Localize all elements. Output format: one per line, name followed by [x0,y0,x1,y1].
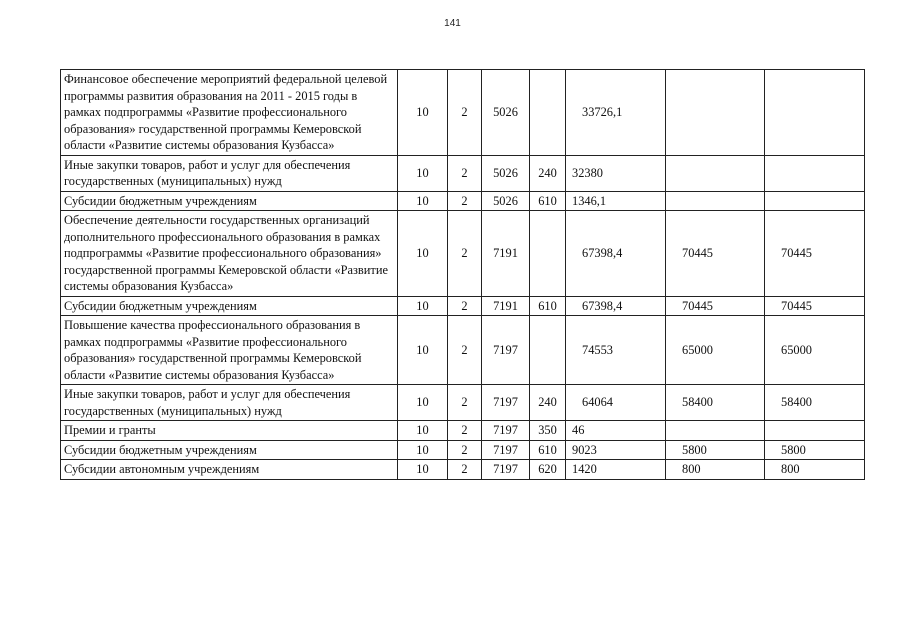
subsection-cell: 2 [448,316,482,385]
section-cell: 10 [398,191,448,211]
table-row [61,421,865,441]
table-body [61,70,865,480]
row-description: Субсидии бюджетным учреждениям [61,440,398,460]
table-row [61,460,865,480]
expense-type-cell [530,211,566,297]
amount-3-cell: 65000 [765,316,865,385]
target-article-cell: 7191 [482,211,530,297]
amount-1-cell: 74553 [566,316,666,385]
target-article-cell: 5026 [482,155,530,191]
amount-2-cell [666,191,765,211]
subsection-cell: 2 [448,296,482,316]
row-description: Финансовое обеспечение мероприятий федеральной целевой программы развития образования на 2011 - 2015 годы в рамках подпрограммы «Развитие профессионального образования» государственной программы Кемеровской области «Развитие системы образования Кузбасса» [61,70,398,156]
amount-2-cell: 70445 [666,296,765,316]
amount-2-cell: 5800 [666,440,765,460]
row-description: Повышение качества профессионального образования в рамках подпрограммы «Развитие профессионального образования» государственной программы Кемеровской области «Развитие системы образования Кузбасса» [61,316,398,385]
amount-2-cell: 58400 [666,385,765,421]
budget-table [60,69,865,480]
amount-3-cell: 5800 [765,440,865,460]
expense-type-cell: 610 [530,296,566,316]
amount-3-cell [765,70,865,156]
amount-1-cell: 46 [566,421,666,441]
subsection-cell: 2 [448,421,482,441]
row-description: Субсидии бюджетным учреждениям [61,296,398,316]
amount-3-cell [765,155,865,191]
subsection-cell: 2 [448,211,482,297]
amount-1-cell: 1420 [566,460,666,480]
row-description: Иные закупки товаров, работ и услуг для обеспечения государственных (муниципальных) нужд [61,155,398,191]
amount-1-cell: 33726,1 [566,70,666,156]
amount-2-cell: 65000 [666,316,765,385]
section-cell: 10 [398,211,448,297]
amount-2-cell [666,70,765,156]
section-cell: 10 [398,421,448,441]
section-cell: 10 [398,316,448,385]
target-article-cell: 7197 [482,421,530,441]
section-cell: 10 [398,385,448,421]
amount-2-cell: 800 [666,460,765,480]
amount-1-cell: 1346,1 [566,191,666,211]
row-description: Субсидии автономным учреждениям [61,460,398,480]
amount-2-cell [666,421,765,441]
subsection-cell: 2 [448,155,482,191]
target-article-cell: 7197 [482,316,530,385]
expense-type-cell: 610 [530,440,566,460]
target-article-cell: 5026 [482,70,530,156]
section-cell: 10 [398,440,448,460]
expense-type-cell [530,316,566,385]
section-cell: 10 [398,155,448,191]
table-row [61,316,865,385]
subsection-cell: 2 [448,70,482,156]
section-cell: 10 [398,296,448,316]
section-cell: 10 [398,460,448,480]
row-description: Обеспечение деятельности государственных организаций дополнительного профессионального образования в рамках подпрограммы «Развитие профессионального образования» государственной программы Кемеровской области «Развитие системы образования Кузбасса» [61,211,398,297]
expense-type-cell: 620 [530,460,566,480]
expense-type-cell: 240 [530,385,566,421]
amount-3-cell: 70445 [765,211,865,297]
target-article-cell: 5026 [482,191,530,211]
row-description: Иные закупки товаров, работ и услуг для обеспечения государственных (муниципальных) нужд [61,385,398,421]
amount-3-cell [765,191,865,211]
subsection-cell: 2 [448,460,482,480]
target-article-cell: 7197 [482,440,530,460]
section-cell: 10 [398,70,448,156]
amount-1-cell: 67398,4 [566,211,666,297]
row-description: Премии и гранты [61,421,398,441]
amount-1-cell: 64064 [566,385,666,421]
amount-1-cell: 9023 [566,440,666,460]
amount-3-cell: 58400 [765,385,865,421]
row-description: Субсидии бюджетным учреждениям [61,191,398,211]
table-row [61,191,865,211]
target-article-cell: 7197 [482,460,530,480]
table-row [61,296,865,316]
subsection-cell: 2 [448,191,482,211]
amount-1-cell: 67398,4 [566,296,666,316]
amount-2-cell [666,155,765,191]
expense-type-cell: 350 [530,421,566,441]
expense-type-cell: 240 [530,155,566,191]
subsection-cell: 2 [448,440,482,460]
table-row [61,155,865,191]
subsection-cell: 2 [448,385,482,421]
target-article-cell: 7191 [482,296,530,316]
amount-3-cell: 70445 [765,296,865,316]
amount-1-cell: 32380 [566,155,666,191]
amount-2-cell: 70445 [666,211,765,297]
table-row [61,211,865,297]
target-article-cell: 7197 [482,385,530,421]
expense-type-cell: 610 [530,191,566,211]
expense-type-cell [530,70,566,156]
page-number: 141 [444,18,461,29]
table-row [61,70,865,156]
table-row [61,440,865,460]
amount-3-cell: 800 [765,460,865,480]
table-row [61,385,865,421]
amount-3-cell [765,421,865,441]
